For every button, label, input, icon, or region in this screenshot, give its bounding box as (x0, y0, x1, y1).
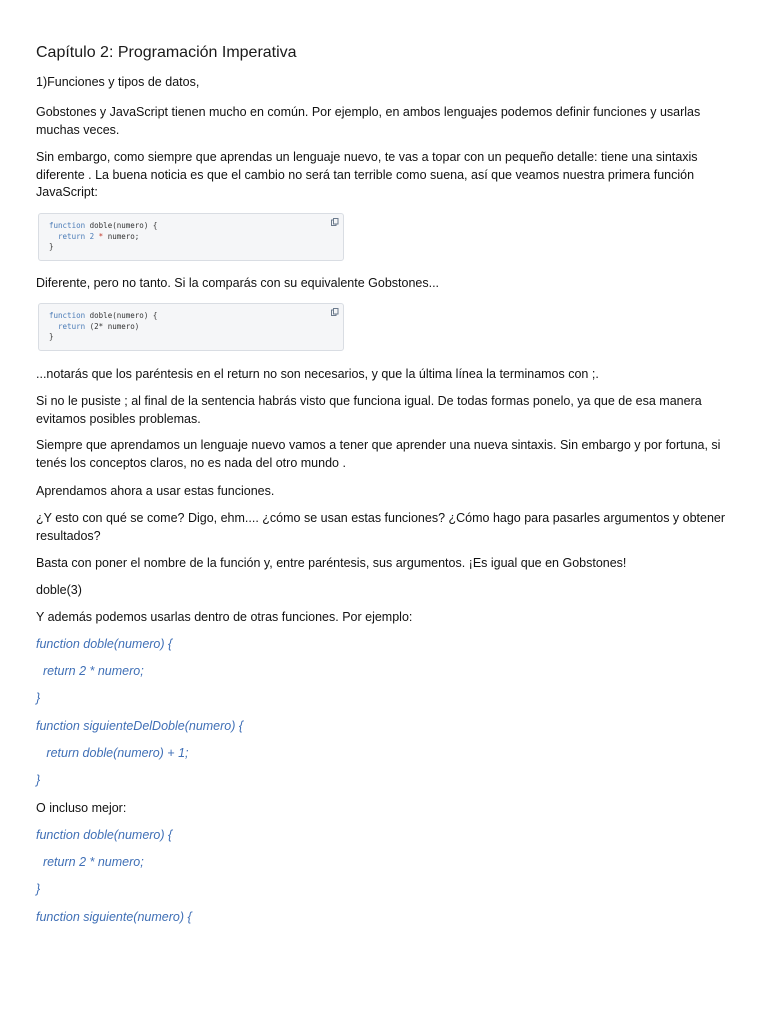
code-text: } (49, 242, 54, 251)
code-number: 2 (85, 231, 95, 241)
code-operator: * (94, 231, 104, 241)
paragraph-semicolon: Si no le pusiste ; al final de la sentencia habrás visto que funciona igual. De todas formas ponelo, ya que de esa manera evitamos posibles problemas. (36, 394, 702, 426)
paragraph-syntax: Sin embargo, como siempre que aprendas un lenguaje nuevo, te vas a topar con un pequeño detalle: tiene una sintaxis diferente . La buena noticia es que el cambio no será tan terrible como suena, así que veamos nuestra primera función JavaScript: (36, 150, 698, 199)
code-keyword: return (49, 231, 86, 241)
paragraph-parentheses: ...notarás que los paréntesis en el return no son necesarios, y que la última línea la terminamos con ;. (36, 367, 599, 381)
paragraph-nested: Y además podemos usarlas dentro de otras funciones. Por ejemplo: (36, 610, 413, 624)
section-heading: 1)Funciones y tipos de datos, (36, 75, 200, 89)
code-line: return 2 * numero; (36, 855, 144, 869)
code-keyword: function (49, 311, 86, 320)
code-line: return doble(numero) + 1; (36, 746, 189, 760)
code-line: return 2 * numero; (36, 664, 144, 678)
code-text: } (49, 332, 54, 341)
paragraph-learn: Aprendamos ahora a usar estas funciones. (36, 484, 275, 498)
paragraph-better: O incluso mejor: (36, 801, 127, 815)
code-line: function siguienteDelDoble(numero) { (36, 719, 244, 733)
code-text: (2* numero) (85, 321, 140, 331)
code-text: numero; (103, 231, 140, 241)
paragraph-answer: Basta con poner el nombre de la función y, entre paréntesis, sus argumentos. ¡Es igual que en Gobstones! (36, 556, 627, 570)
paragraph-intro: Gobstones y JavaScript tienen mucho en común. Por ejemplo, en ambos lenguajes podemos definir funciones y usarlas muchas veces. (36, 105, 701, 137)
paragraph-compare: Diferente, pero no tanto. Si la comparás con su equivalente Gobstones... (36, 276, 440, 290)
code-keyword: function (49, 221, 86, 230)
code-snippet-gobstones (38, 303, 344, 351)
code-line: function siguiente(numero) { (36, 910, 192, 924)
code-line: } (36, 882, 41, 896)
code-keyword: return (49, 321, 86, 331)
code-line: function doble(numero) { (36, 828, 173, 842)
code-line: } (36, 691, 41, 705)
code-line: function doble(numero) { (36, 637, 173, 651)
paragraph-new-syntax: Siempre que aprendamos un lenguaje nuevo vamos a tener que aprender una nueva sintaxis. Sin embargo y por fortuna, si tenés los conceptos claros, no es nada del otro mundo . (36, 438, 721, 470)
page-title: Capítulo 2: Programación Imperativa (36, 44, 297, 61)
code-snippet-javascript (38, 213, 344, 261)
paragraph-call-example: doble(3) (36, 583, 82, 597)
code-text: doble(numero) { (85, 311, 158, 320)
paragraph-question: ¿Y esto con qué se come? Digo, ehm.... ¿cómo se usan estas funciones? ¿Cómo hago para pasarles argumentos y obtener resultados? (36, 511, 726, 543)
copy-icon[interactable] (331, 218, 339, 226)
copy-icon[interactable] (331, 308, 339, 316)
code-text: doble(numero) { (85, 221, 158, 230)
code-line: } (36, 773, 41, 787)
